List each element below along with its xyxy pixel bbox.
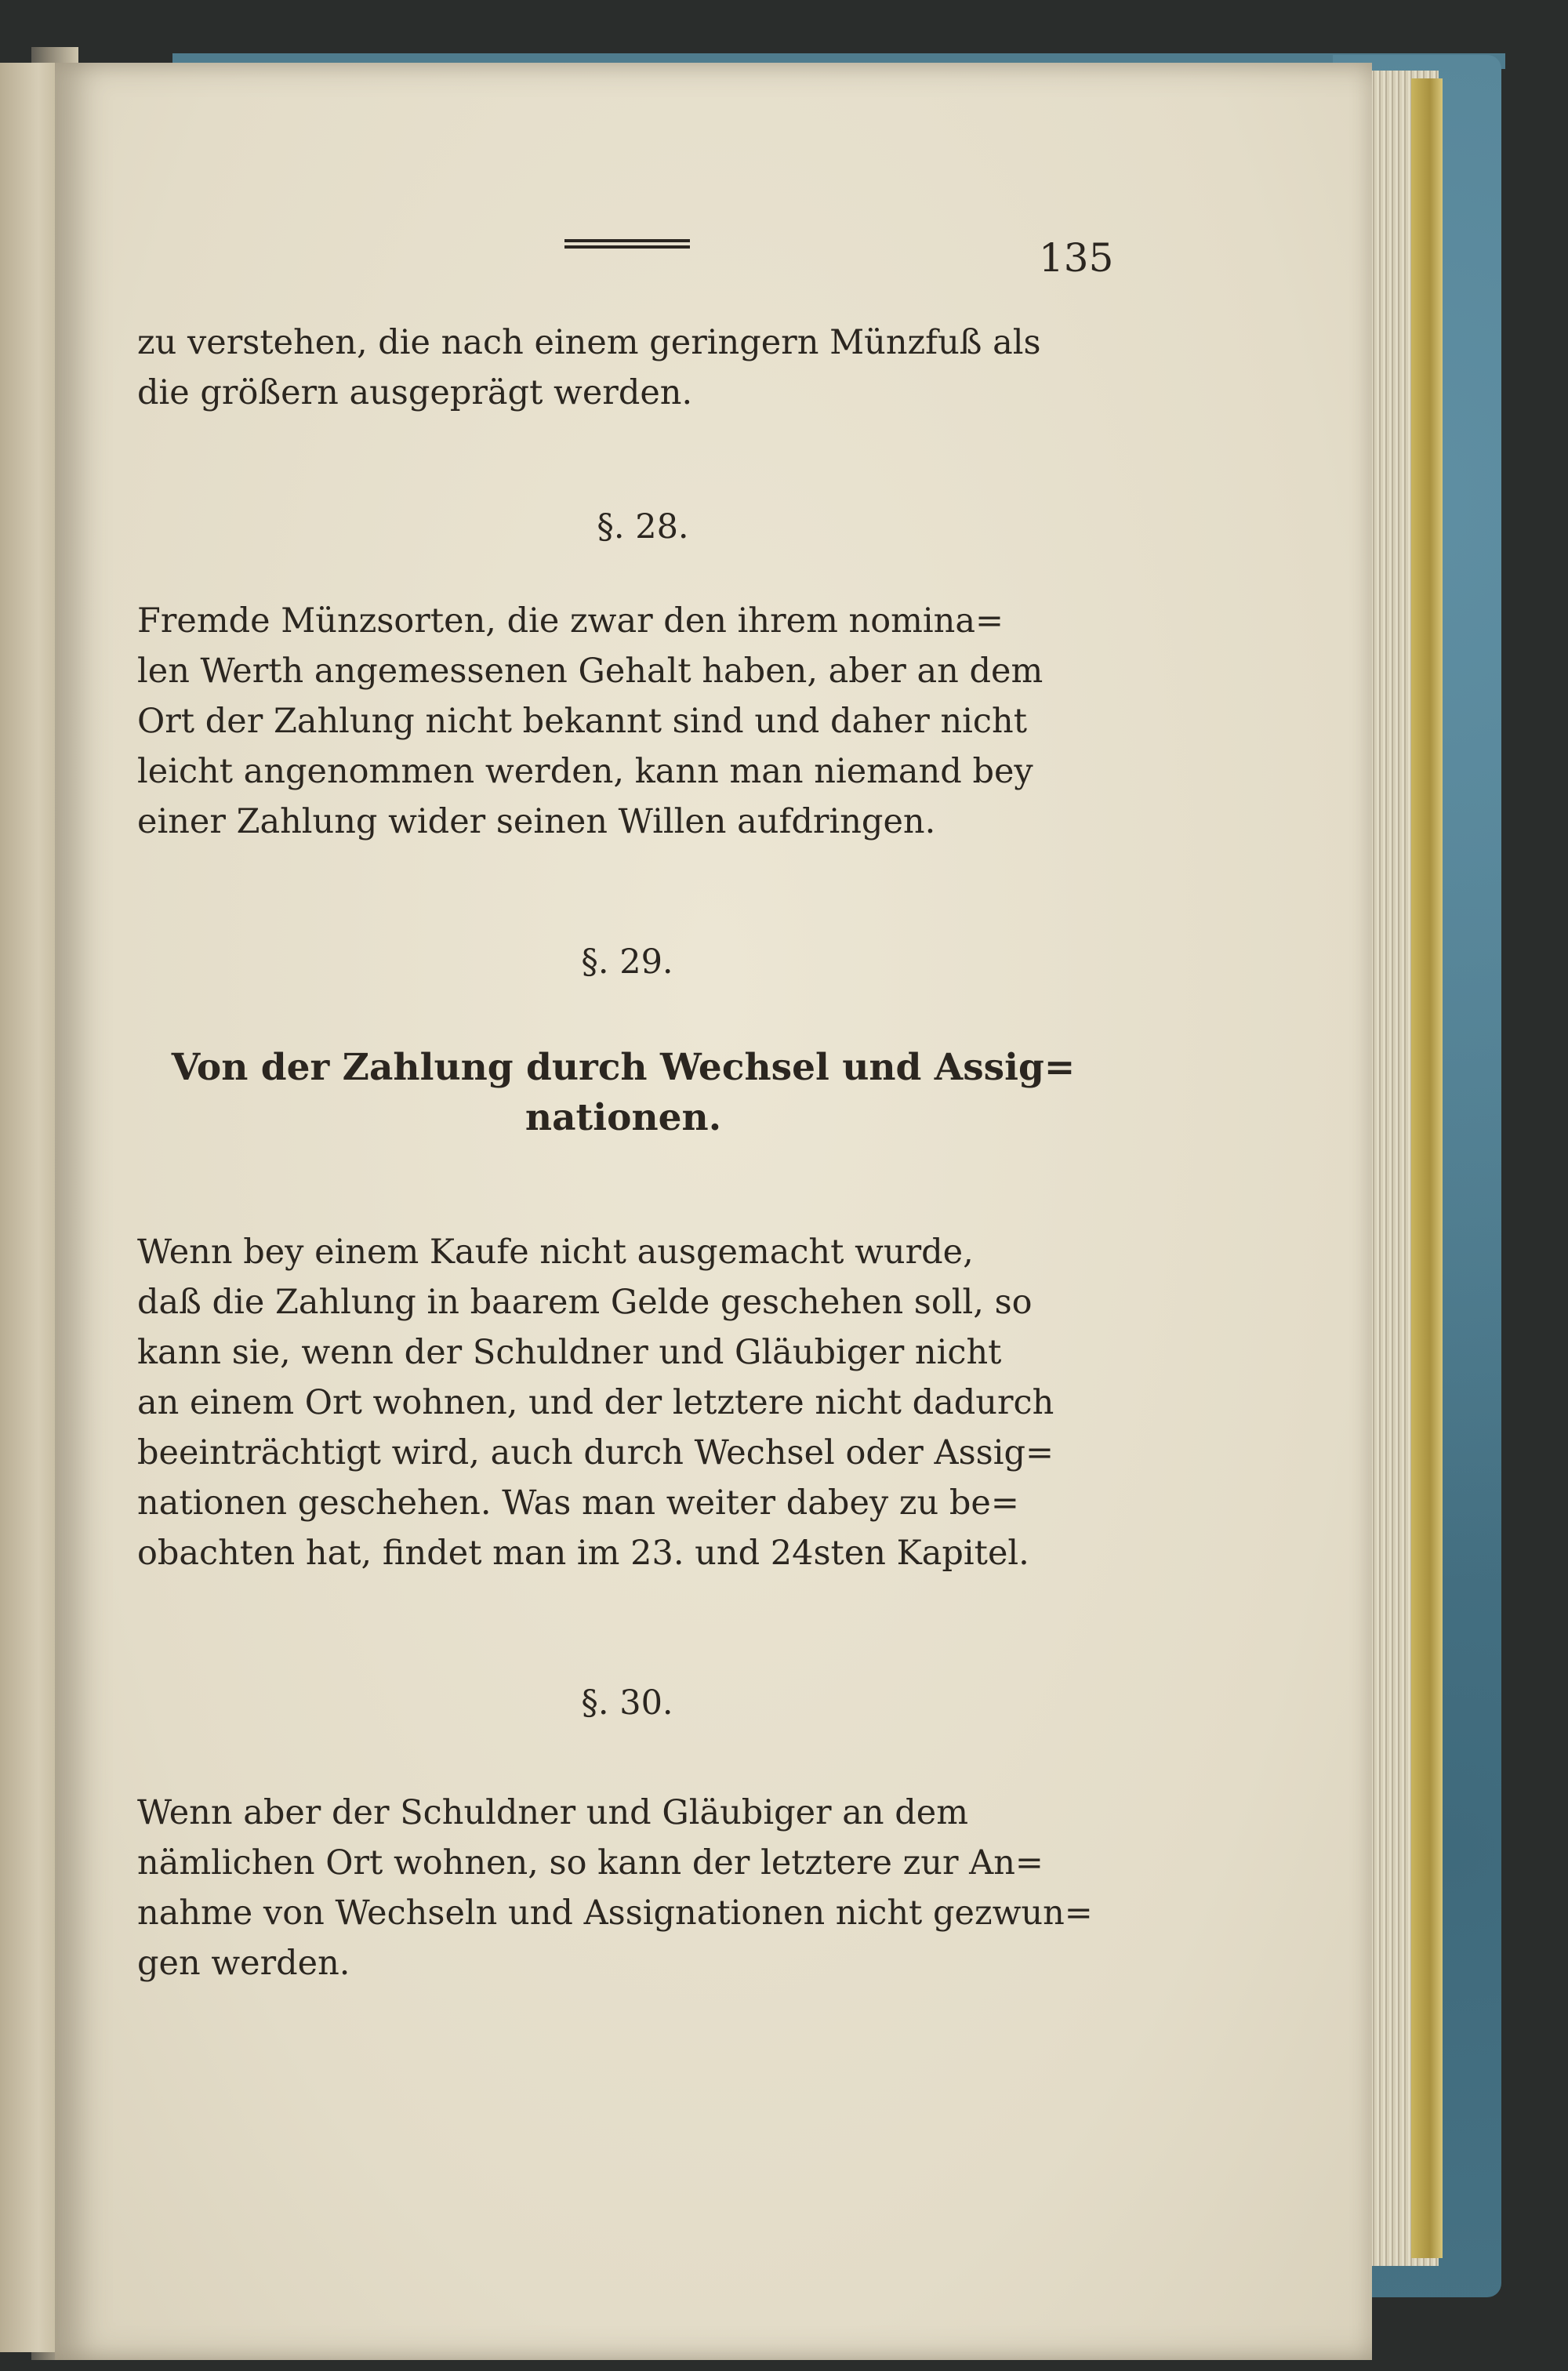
section-29-heading <box>137 1043 1109 1143</box>
text-line: gen werden. <box>137 1944 350 1983</box>
section-28-title: §. 28. <box>597 507 689 546</box>
page-number: 135 <box>1039 235 1114 281</box>
header-rule <box>564 239 690 252</box>
heading-line: Von der Zahlung durch Wechsel und Assig= <box>171 1046 1076 1089</box>
left-page-edge <box>0 63 55 2352</box>
text-line: die größern ausgeprägt werden. <box>137 373 693 412</box>
text-line: zu verstehen, die nach einem geringern Münzfuß als <box>137 323 1041 362</box>
section-28-paragraph <box>137 596 1109 847</box>
text-line: leicht angenommen werden, kann man niemand bey <box>137 752 1033 791</box>
text-line: an einem Ort wohnen, und der letztere nicht dadurch <box>137 1383 1054 1422</box>
section-30-paragraph <box>137 1788 1109 1988</box>
text-line: kann sie, wenn der Schuldner und Gläubiger nicht <box>137 1333 1002 1372</box>
text-line: beeinträchtigt wird, auch durch Wechsel oder Assig= <box>137 1433 1054 1472</box>
section-30-title: §. 30. <box>581 1683 673 1723</box>
text-line: Fremde Münzsorten, die zwar den ihrem nomina= <box>137 601 1004 641</box>
gilt-edge <box>1411 78 1443 2258</box>
section-29-title: §. 29. <box>581 942 673 982</box>
intro-paragraph <box>137 318 1109 418</box>
text-line: Wenn aber der Schuldner und Gläubiger an dem <box>137 1793 969 1832</box>
text-line: Ort der Zahlung nicht bekannt sind und daher nicht <box>137 702 1027 741</box>
text-line: obachten hat, findet man im 23. und 24sten Kapitel. <box>137 1534 1029 1573</box>
text-line: daß die Zahlung in baarem Gelde geschehen soll, so <box>137 1283 1033 1322</box>
text-line: nahme von Wechseln und Assignationen nicht gezwun= <box>137 1894 1093 1933</box>
section-29-paragraph <box>137 1227 1109 1578</box>
text-line: Wenn bey einem Kaufe nicht ausgemacht wurde, <box>137 1233 974 1272</box>
heading-line: nationen. <box>524 1096 722 1139</box>
text-line: einer Zahlung wider seinen Willen aufdringen. <box>137 802 936 841</box>
text-line: len Werth angemessenen Gehalt haben, aber an dem <box>137 652 1044 691</box>
text-line: nämlichen Ort wohnen, so kann der letztere zur An= <box>137 1843 1044 1883</box>
text-line: nationen geschehen. Was man weiter dabey zu be= <box>137 1483 1019 1523</box>
